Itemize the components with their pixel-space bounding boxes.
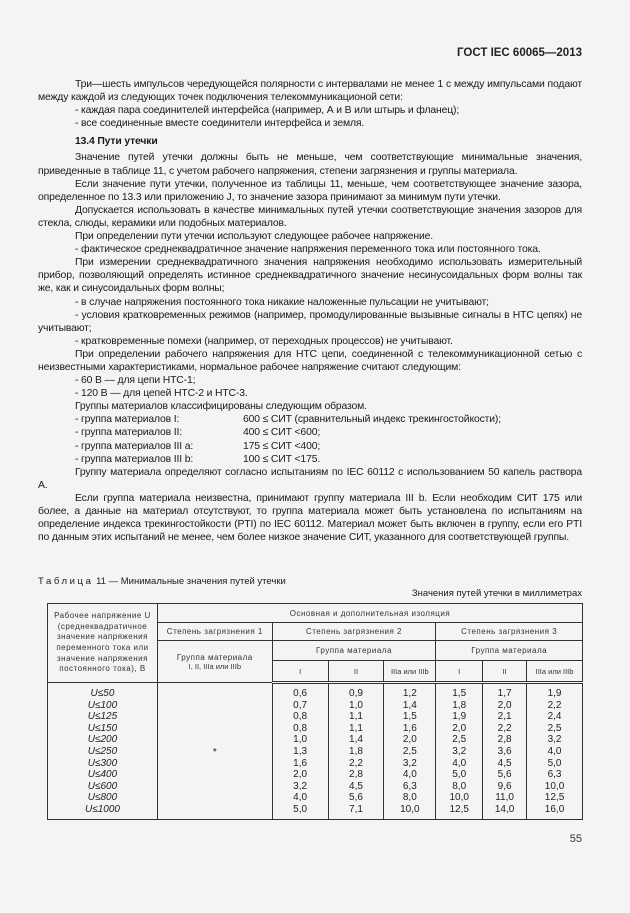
paragraph: Если значение пути утечки, полученное из таблицы 11, меньше, чем соответствующее значение зазора, определенное по 13.3 или приложению J, то значение зазора принимают за минимум пути утечки. — [38, 178, 582, 203]
voltage-cell: U≤125 — [48, 711, 158, 723]
creepage-value-cell: 2,2 — [328, 758, 384, 770]
creepage-value-cell: 5,0 — [272, 804, 328, 819]
voltage-cell: U≤1000 — [48, 804, 158, 819]
list-item: - условия кратковременных режимов (например, промодулированные вызывные сигналы в НТС цепях) не учитывают; — [38, 309, 582, 334]
creepage-value-cell: 4,5 — [483, 758, 527, 770]
creepage-value-cell: 1,9 — [436, 711, 483, 723]
creepage-value-cell: 2,2 — [527, 700, 583, 712]
pollution-degree-3-header: Степень загрязнения 3 — [436, 623, 583, 641]
table-row — [48, 769, 583, 781]
creepage-value-cell: 4,0 — [527, 746, 583, 758]
pollution-degree-2-header: Степень загрязнения 2 — [272, 623, 436, 641]
creepage-value-cell: 10,0 — [527, 781, 583, 793]
table-row — [48, 792, 583, 804]
group-value: 175 ≤ СИТ <400; — [243, 440, 321, 452]
creepage-value-cell: 10,0 — [384, 804, 436, 819]
creepage-value-cell: 4,0 — [384, 769, 436, 781]
creepage-value-cell: 6,3 — [527, 769, 583, 781]
creepage-value-cell: 3,6 — [483, 746, 527, 758]
creepage-value-cell: 0,8 — [272, 723, 328, 735]
creepage-value-cell: 11,0 — [483, 792, 527, 804]
material-group-row — [38, 413, 582, 426]
creepage-value-cell: 1,5 — [384, 711, 436, 723]
sub-col-header: IIIa или IIIb — [527, 661, 583, 683]
creepage-value-cell: 1,8 — [436, 700, 483, 712]
creepage-value-cell: 3,2 — [272, 781, 328, 793]
creepage-value-cell: 0,8 — [272, 711, 328, 723]
table-row — [48, 746, 583, 758]
list-item: - фактическое среднеквадратичное значение напряжения переменного тока или постоянного тока. — [75, 244, 541, 256]
group-value: 400 ≤ СИТ <600; — [243, 427, 321, 439]
list-item: - все соединенные вместе соединители интерфейса и земля. — [75, 118, 365, 130]
paragraph: Три—шесть импульсов чередующейся полярности с интервалами не менее 1 с между импульсами подают между каждой из следующих точек подключения телекоммуникационой сети: — [38, 79, 582, 104]
material-group-row — [38, 440, 582, 453]
creepage-value-cell: 0,7 — [272, 700, 328, 712]
voltage-column-header — [48, 604, 158, 683]
list-item: - каждая пара соединителей интерфейса (например, А и В или штырь и фланец); — [75, 105, 460, 117]
paragraph: Группу материала определяют согласно испытаниям по IEC 60112 с использованием 50 капель раствора А. — [38, 466, 582, 491]
group-label: - группа материалов II: — [75, 427, 182, 439]
pd1-material-group-header — [157, 641, 272, 683]
pd3-material-group-header: Группа материала — [436, 641, 583, 661]
creepage-value-cell: 1,1 — [328, 723, 384, 735]
list-item: - в случае напряжения постоянного тока никакие наложенные пульсации не учитывают; — [75, 296, 489, 308]
paragraph: При определении рабочего напряжения для НТС цепи, соединенной с телекоммуникационной сетью с неизвестными характеристиками, нормальное рабочее напряжение считают следующим: — [38, 348, 582, 373]
creepage-value-cell: 16,0 — [527, 804, 583, 819]
paragraph: Если группа материала неизвестна, принимают группу материала III b. Если необходим СИТ 175 или более, а данные на материал отсутствуют, то группа материала может быть установлена по испытаниям на определение индекса трекингостойкости (PTI) по IEC 60112. Материал может быть включен в группу, если его PTI по данным этих испытаний не менее, чем более низкое значение СИТ, указанного для соответствующей группы. — [38, 492, 582, 544]
creepage-value-cell: 1,4 — [328, 734, 384, 746]
creepage-value-cell: 5,6 — [483, 769, 527, 781]
voltage-cell: U≤200 — [48, 734, 158, 746]
table-caption — [38, 576, 286, 587]
table-row — [48, 758, 583, 770]
pd1-group-label: Группа материала — [176, 652, 253, 662]
creepage-value-cell: 5,0 — [436, 769, 483, 781]
table-units: Значения путей утечки в миллиметрах — [411, 588, 582, 599]
creepage-value-cell: 2,5 — [384, 746, 436, 758]
page-number: 55 — [569, 833, 582, 845]
creepage-value-cell: 3,2 — [436, 746, 483, 758]
section-heading: 13.4 Пути утечки — [75, 136, 158, 148]
creepage-value-cell: 6,3 — [384, 781, 436, 793]
creepage-value-cell: 1,1 — [328, 711, 384, 723]
voltage-header-text: Рабочее напряжение U (среднеквадратичное значение напряжения переменного тока или значение напряжения постоянного тока), В — [54, 611, 151, 674]
paragraph: Допускается использовать в качестве минимальных путей утечки соответствующие значения зазоров для стекла, слюды, керамики или подобных материалов. — [38, 204, 582, 229]
creepage-value-cell: 1,3 — [272, 746, 328, 758]
sub-col-header: I — [436, 661, 483, 683]
table-caption-text: 11 — Минимальные значения путей утечки — [93, 576, 286, 587]
list-item: - 60 В — для цепи НТС-1; — [75, 375, 196, 387]
pd1-value-cell: * — [157, 683, 272, 820]
pd2-material-group-header: Группа материала — [272, 641, 436, 661]
creepage-value-cell: 1,2 — [384, 683, 436, 700]
paragraph: Значение путей утечки должны быть не меньше, чем соответствующие минимальные значения, приведенные в таблице 11, с учетом рабочего напряжения, степени загрязнения и группы материала. — [38, 152, 582, 177]
voltage-cell: U≤100 — [48, 700, 158, 712]
voltage-cell: U≤50 — [48, 683, 158, 700]
creepage-value-cell: 4,0 — [436, 758, 483, 770]
group-value: 100 ≤ СИТ <175. — [243, 453, 321, 465]
paragraph: При измерении среднеквадратичного значения напряжения необходимо использовать измерительный прибор, позволяющий определять истинное среднеквадратичного значение несинусоидальных форм волны так же, как и синусоидальных форм волны; — [38, 257, 582, 295]
creepage-value-cell: 2,0 — [384, 734, 436, 746]
voltage-cell: U≤150 — [48, 723, 158, 735]
group-label: - группа материалов I: — [75, 414, 180, 426]
material-group-row — [38, 453, 582, 466]
creepage-value-cell: 5,6 — [328, 792, 384, 804]
creepage-value-cell: 1,6 — [384, 723, 436, 735]
creepage-value-cell: 3,2 — [384, 758, 436, 770]
creepage-value-cell: 10,0 — [436, 792, 483, 804]
creepage-value-cell: 4,0 — [272, 792, 328, 804]
creepage-value-cell: 1,0 — [272, 734, 328, 746]
creepage-value-cell: 8,0 — [436, 781, 483, 793]
voltage-cell: U≤800 — [48, 792, 158, 804]
table-row — [48, 711, 583, 723]
creepage-value-cell: 1,4 — [384, 700, 436, 712]
creepage-value-cell: 12,5 — [436, 804, 483, 819]
creepage-table — [47, 603, 583, 820]
table-caption-label: Таблица — [38, 576, 94, 587]
sub-col-header: IIIa или IIIb — [384, 661, 436, 683]
creepage-value-cell: 1,8 — [328, 746, 384, 758]
body-text — [38, 78, 582, 544]
voltage-cell: U≤600 — [48, 781, 158, 793]
creepage-value-cell: 2,8 — [483, 734, 527, 746]
creepage-value-cell: 0,9 — [328, 683, 384, 700]
table-row — [48, 700, 583, 712]
group-value: 600 ≤ СИТ (сравнительный индекс трекингостойкости); — [243, 414, 501, 426]
group-label: - группа материалов III b: — [75, 453, 194, 465]
creepage-value-cell: 1,6 — [272, 758, 328, 770]
creepage-value-cell: 4,5 — [328, 781, 384, 793]
paragraph: При определении пути утечки используют следующее рабочее напряжение. — [75, 231, 433, 243]
pollution-degree-1-header: Степень загрязнения 1 — [157, 623, 272, 641]
creepage-value-cell: 1,9 — [527, 683, 583, 700]
group-label: - группа материалов III a: — [75, 440, 194, 452]
pd1-group-sub: I, II, IIIa или IIIb — [188, 661, 241, 671]
table-row — [48, 804, 583, 819]
creepage-value-cell: 1,5 — [436, 683, 483, 700]
creepage-value-cell: 7,1 — [328, 804, 384, 819]
table-body — [48, 683, 583, 820]
creepage-value-cell: 8,0 — [384, 792, 436, 804]
table-row — [48, 683, 583, 700]
creepage-value-cell: 2,8 — [328, 769, 384, 781]
creepage-value-cell: 1,0 — [328, 700, 384, 712]
creepage-value-cell: 12,5 — [527, 792, 583, 804]
creepage-value-cell: 2,5 — [527, 723, 583, 735]
material-group-row — [38, 426, 582, 439]
list-item: - 120 В — для цепей НТС-2 и НТС-3. — [75, 388, 248, 400]
voltage-cell: U≤400 — [48, 769, 158, 781]
creepage-value-cell: 2,0 — [436, 723, 483, 735]
paragraph: Группы материалов классифицированы следующим образом. — [75, 401, 367, 413]
creepage-value-cell: 2,5 — [436, 734, 483, 746]
creepage-value-cell: 0,6 — [272, 683, 328, 700]
creepage-value-cell: 5,0 — [527, 758, 583, 770]
creepage-value-cell: 1,7 — [483, 683, 527, 700]
sub-col-header: II — [328, 661, 384, 683]
voltage-cell: U≤250 — [48, 746, 158, 758]
insulation-header: Основная и дополнительная изоляция — [157, 604, 582, 623]
table-row — [48, 734, 583, 746]
sub-col-header: II — [483, 661, 527, 683]
creepage-value-cell: 2,2 — [483, 723, 527, 735]
creepage-value-cell: 2,4 — [527, 711, 583, 723]
creepage-value-cell: 2,0 — [272, 769, 328, 781]
sub-col-header: I — [272, 661, 328, 683]
creepage-value-cell: 9,6 — [483, 781, 527, 793]
list-item: - кратковременные помехи (например, от переходных процессов) не учитывают. — [75, 335, 453, 347]
table-row — [48, 781, 583, 793]
document-code: ГОСТ IEC 60065—2013 — [457, 47, 582, 59]
creepage-value-cell: 14,0 — [483, 804, 527, 819]
creepage-value-cell: 3,2 — [527, 734, 583, 746]
creepage-value-cell: 2,1 — [483, 711, 527, 723]
table-row — [48, 723, 583, 735]
voltage-cell: U≤300 — [48, 758, 158, 770]
creepage-value-cell: 2,0 — [483, 700, 527, 712]
